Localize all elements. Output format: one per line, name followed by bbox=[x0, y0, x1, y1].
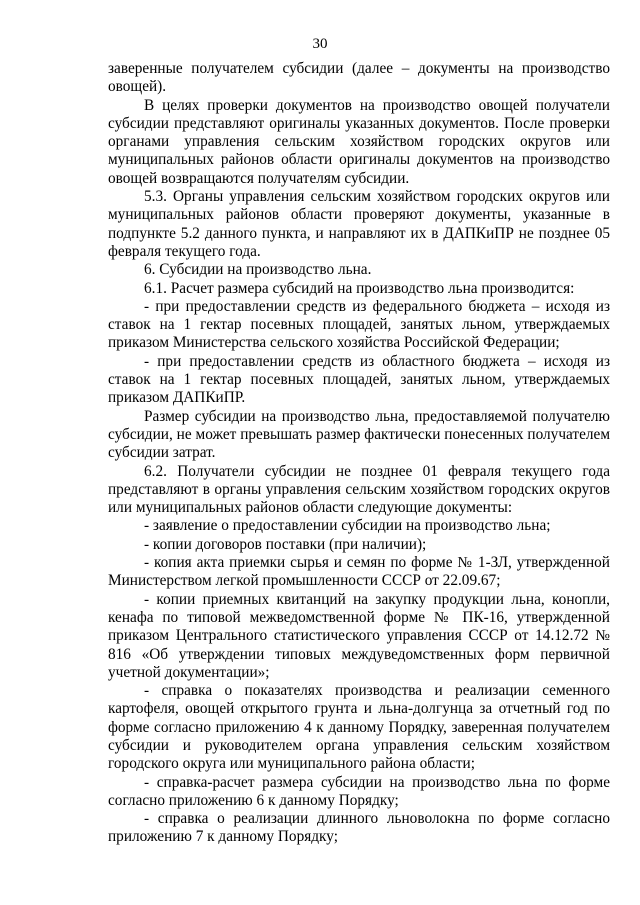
document-body bbox=[108, 60, 610, 847]
list-item: - справка о реализации длинного льноволокна по форме согласно приложению 7 к данному Порядку; bbox=[108, 810, 610, 846]
list-item: - при предоставлении средств из областного бюджета – исходя из ставок на 1 гектар посевных площадей, занятых льном, утверждаемых приказом ДАПКиПР. bbox=[108, 352, 610, 407]
paragraph: 5.3. Органы управления сельским хозяйством городских округов или муниципальных районов области проверяют документы, указанные в подпункте 5.2 данного пункта, и направляют их в ДАПКиПР не позднее 05 февраля текущего года. bbox=[108, 188, 610, 260]
list-item: - копии приемных квитанций на закупку продукции льна, конопли, кенафа по типовой межведомственной форме № ПК-16, утвержденной приказом Центрального статистического управления СССР от 14.12.72 № 816 «Об утверждении типовых междуведомственных форм первичной учетной документации»; bbox=[108, 590, 610, 681]
list-item: - копия акта приемки сырья и семян по форме № 1-ЗЛ, утвержденной Министерством легкой промышленности СССР от 22.09.67; bbox=[108, 554, 610, 590]
paragraph: 6.2. Получатели субсидии не позднее 01 февраля текущего года представляют в органы управления сельским хозяйством городских округов или муниципальных районов области следующие документы: bbox=[108, 462, 610, 517]
paragraph: 6.1. Расчет размера субсидий на производство льна производится: bbox=[144, 279, 575, 297]
list-item: - справка-расчет размера субсидии на производство льна по форме согласно приложению 6 к данному Порядку; bbox=[108, 773, 610, 809]
list-item: - заявление о предоставлении субсидии на производство льна; bbox=[144, 517, 551, 535]
list-item: - копии договоров поставки (при наличии); bbox=[144, 535, 427, 553]
paragraph: заверенные получателем субсидии (далее – документы на производство овощей). bbox=[108, 60, 610, 96]
paragraph: В целях проверки документов на производство овощей получатели субсидии представляют оригиналы указанных документов. После проверки органами управления сельским хозяйством городских округов или муниципальных районов области оригиналы документов на производство овощей возвращаются получателям субсидии. bbox=[108, 96, 610, 187]
paragraph: Размер субсидии на производство льна, предоставляемой получателю субсидии, не может превышать размер фактически понесенных получателем субсидии затрат. bbox=[108, 407, 610, 462]
page-number: 30 bbox=[312, 36, 328, 52]
list-item: - при предоставлении средств из федерального бюджета – исходя из ставок на 1 гектар посевных площадей, занятых льном, утверждаемых приказом Министерства сельского хозяйства Российской Федерации; bbox=[108, 297, 610, 352]
list-item: - справка о показателях производства и реализации семенного картофеля, овощей открытого грунта и льна-долгунца за отчетный год по форме согласно приложению 4 к данному Порядку, заверенная получателем субсидии и руководителем органа управления сельским хозяйством городского округа или муниципального района области; bbox=[108, 682, 610, 773]
section-heading: 6. Субсидии на производство льна. bbox=[144, 261, 372, 279]
